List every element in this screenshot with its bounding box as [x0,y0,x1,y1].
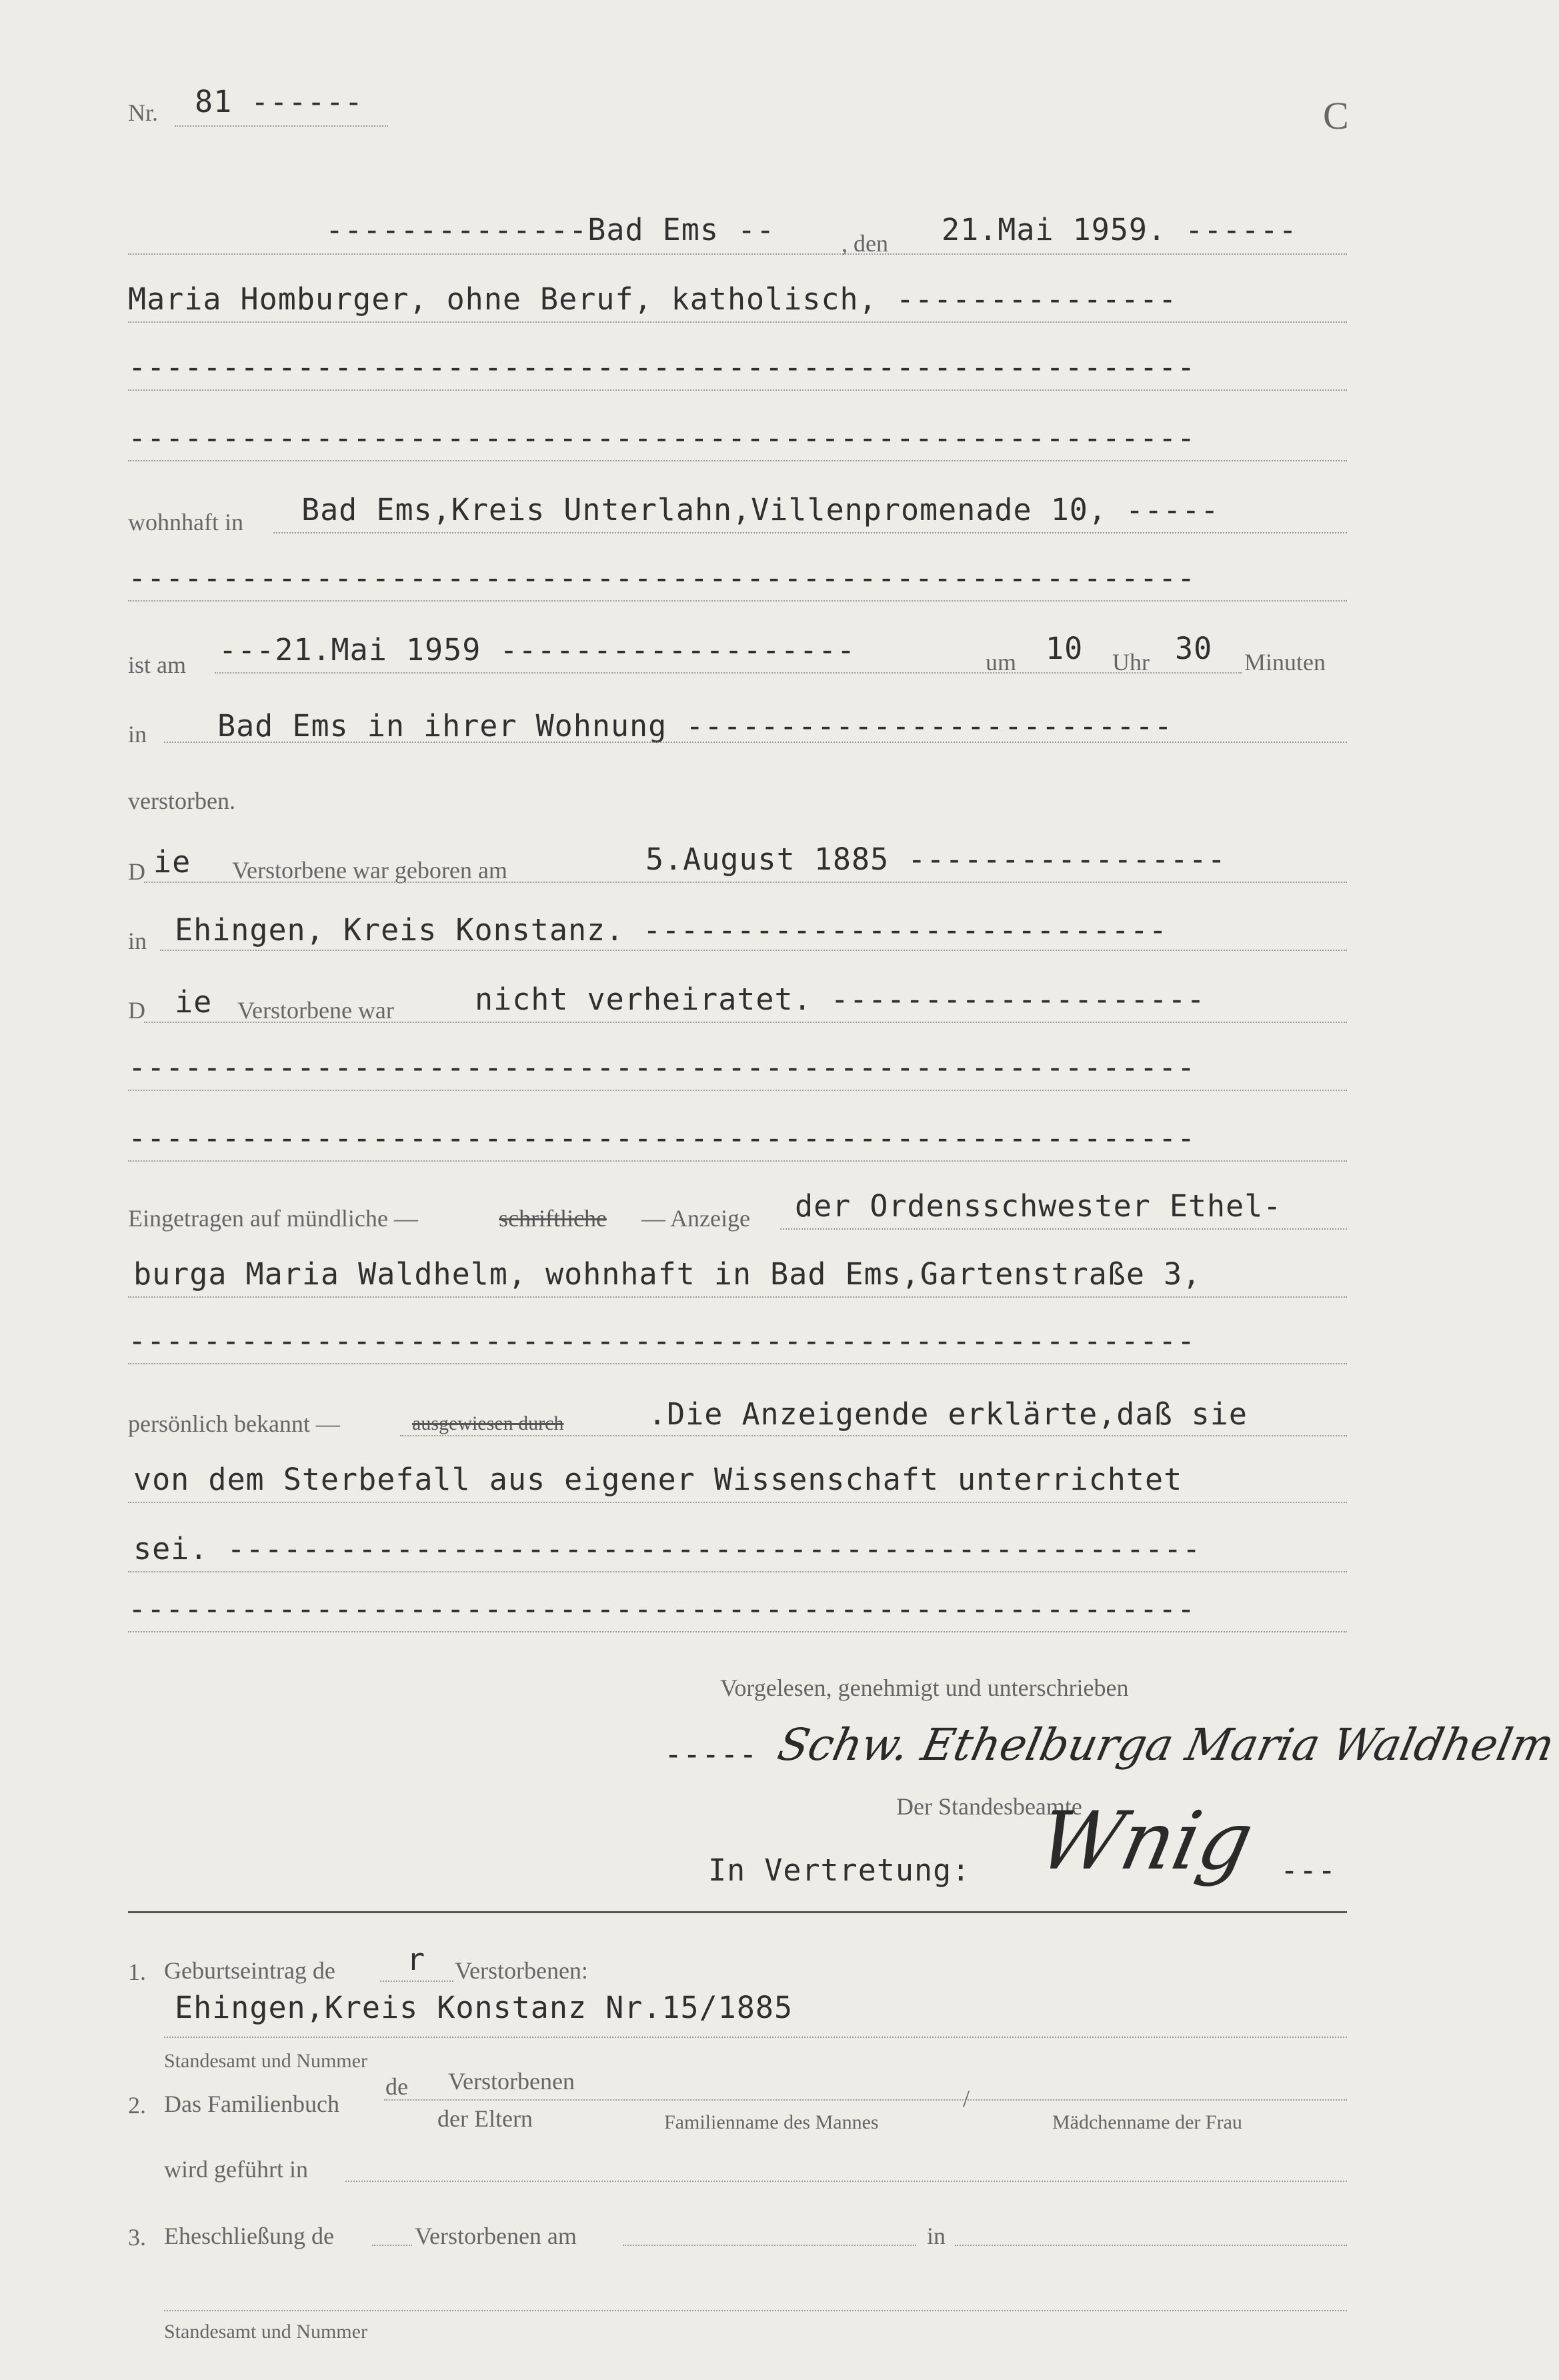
read-approved-label: Vorgelesen, genehmigt und unterschrieben [720,1674,1129,1701]
dotted-line [128,321,1347,323]
marital-value: nicht verheiratet. -------------------- [475,982,1206,1017]
dotted-line [273,532,1347,533]
official-signature: Wnig [1030,1795,1261,1888]
item2-caption-wife: Mädchenname der Frau [1052,2111,1242,2133]
um-label: um [986,649,1017,676]
dotted-line [128,1296,1347,1298]
dotted-line [128,389,1347,391]
dotted-line [164,742,1347,743]
birth-date: 5.August 1885 ----------------- [645,842,1226,877]
dotted-line [128,1090,1347,1091]
birth-article: ie [153,844,191,880]
signature-dashes: ----- [664,1736,758,1772]
informant-signature: Schw. Ethelburga Maria Waldhelm [773,1719,1559,1770]
death-hour: 10 [1046,631,1084,666]
item1-label-b: Verstorbenen: [455,1957,588,1984]
dotted-line [128,1571,1347,1572]
dotted-line [164,2037,1347,2038]
report-value-1: der Ordensschwester Ethel- [795,1188,1282,1224]
item3-label-a: Eheschließung de [164,2223,334,2249]
dotted-line [400,1435,1347,1436]
item2-number: 2. [128,2092,146,2119]
verstorben-label: verstorben. [128,788,235,814]
item3-label-b: Verstorbenen am [415,2223,577,2249]
report-label-b: — Anzeige [641,1205,750,1232]
minuten-label: Minuten [1244,649,1326,676]
item2-wird: wird geführt in [164,2156,308,2183]
dotted-line [380,1981,453,1982]
report-label-struck: schriftliche [499,1205,607,1232]
marital-article: ie [175,984,213,1020]
item2-verstorbenen: Verstorbenen [448,2068,575,2095]
nr-value: 81 ------ [195,84,363,119]
dotted-line [164,2310,1347,2311]
dotted-line [345,2181,1347,2182]
person-line-2: --------------------------------------------------------- [128,349,1196,385]
dotted-line [128,1363,1347,1364]
marital-d-label: D [128,997,145,1024]
residence-label: wohnhaft in [128,509,243,535]
vertretung-label: In Vertretung: [708,1853,971,1888]
dotted-line [215,672,1242,674]
item1-caption: Standesamt und Nummer [164,2050,367,2072]
residence-value: Bad Ems,Kreis Unterlahn,Villenpromenade 10, ----- [301,492,1220,527]
marital-text: Verstorbene war [237,997,394,1024]
birth-place: Ehingen, Kreis Konstanz. ---------------------------- [175,912,1168,948]
nr-label: Nr. [128,99,158,126]
end-dashes: --- [1280,1853,1337,1888]
identity-value-1: .Die Anzeigende erklärte,daß sie [648,1396,1248,1432]
in-label: in [128,721,147,748]
marital-line-3: --------------------------------------------------------- [128,1120,1196,1156]
item1-value: Ehingen,Kreis Konstanz Nr.15/1885 [175,1990,794,2025]
item3-in: in [927,2223,946,2249]
dotted-line [128,1631,1347,1632]
dotted-line [144,1022,1347,1023]
official-label: Der Standesbeamte [896,1793,1082,1820]
date-value: 21.Mai 1959. ------ [942,212,1298,247]
place-value: --------------Bad Ems -- [325,212,775,247]
item2-de: de [385,2073,408,2100]
d-label: D [128,858,145,885]
dotted-line [372,2245,412,2246]
report-label-a: Eingetragen auf mündliche — [128,1205,418,1232]
identity-label-struck: ausgewiesen durch [412,1412,564,1434]
uhr-label: Uhr [1112,649,1150,676]
birth-in-label: in [128,928,147,954]
dotted-line [160,950,1347,951]
item1-suffix: r [407,1942,426,1977]
dotted-line [955,2245,1347,2246]
item3-number: 3. [128,2224,146,2251]
item3-caption: Standesamt und Nummer [164,2321,367,2343]
death-date: ---21.Mai 1959 ------------------- [219,632,856,668]
residence-line-2: --------------------------------------------------------- [128,560,1196,596]
item1-number: 1. [128,1959,146,1985]
death-minutes: 30 [1175,631,1213,666]
death-place: Bad Ems in ihrer Wohnung -------------------------- [217,708,1173,744]
item2-caption-husband: Familienname des Mannes [664,2111,879,2133]
person-line-3: --------------------------------------------------------- [128,420,1196,455]
identity-value-4: --------------------------------------------------------- [128,1591,1196,1626]
identity-value-3: sei. ---------------------------------------------------- [133,1531,1202,1566]
corner-letter: C [1323,94,1349,137]
dotted-line [623,2245,916,2246]
dotted-line [384,2099,1347,2101]
item2-label: Das Familienbuch [164,2091,339,2117]
dotted-line [144,882,1347,883]
dotted-line [128,460,1347,461]
dotted-line [128,1502,1347,1503]
den-label: , den [842,230,888,257]
ist-am-label: ist am [128,652,186,678]
nr-dotted-line [175,125,388,127]
dotted-line [128,1160,1347,1162]
report-value-3: --------------------------------------------------------- [128,1323,1196,1358]
item1-label-a: Geburtseintrag de [164,1957,335,1984]
place-date-dotted-line [128,253,1347,255]
person-line-1: Maria Homburger, ohne Beruf, katholisch, --------------- [128,281,1178,317]
marital-line-2: --------------------------------------------------------- [128,1050,1196,1085]
footer-divider [128,1911,1347,1913]
item2-slash: / [963,2085,970,2112]
dotted-line [780,1228,1347,1230]
identity-value-2: von dem Sterbefall aus eigener Wissenschaft unterrichtet [133,1462,1183,1497]
dotted-line [128,600,1347,602]
identity-label-a: persönlich bekannt — [128,1410,340,1437]
report-value-2: burga Maria Waldhelm, wohnhaft in Bad Ems,Gartenstraße 3, [133,1256,1202,1292]
item2-eltern: der Eltern [437,2105,533,2132]
birth-text: Verstorbene war geboren am [232,857,507,884]
